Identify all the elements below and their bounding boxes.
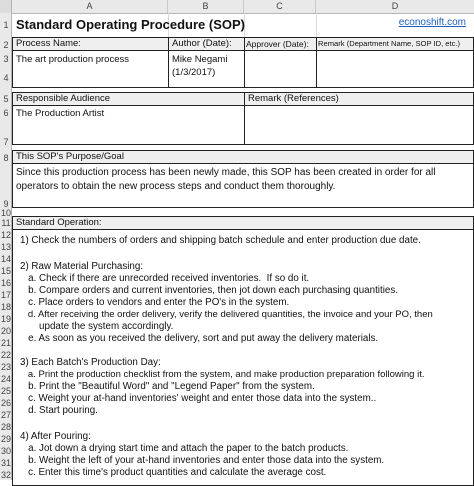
row-header-1[interactable]: 1 — [3, 20, 9, 30]
row-header-10[interactable]: 10 — [0, 208, 11, 218]
audience-label: Responsible Audience — [16, 93, 111, 104]
row-header-4[interactable]: 4 — [3, 73, 9, 83]
row-header-27[interactable]: 27 — [0, 410, 11, 420]
operation-step-3b: b. Print the "Beautiful Word" and "Legend Paper" from the system. — [20, 381, 315, 392]
operation-step-4a: a. Jot down a drying start time and attach the paper to the batch products. — [20, 443, 349, 454]
row-header-28[interactable]: 28 — [0, 422, 11, 432]
row-header-11[interactable]: 11 — [1, 218, 11, 228]
row-header-31[interactable]: 31 — [0, 458, 11, 468]
operation-step-2e: e. As soon as you received the delivery, sort and put away the delivery materials. — [20, 333, 379, 344]
row-header-14[interactable]: 14 — [0, 254, 11, 264]
gridline — [316, 13, 317, 37]
row-header-2[interactable]: 2 — [3, 40, 9, 50]
purpose-text-line-2: operators to obtain the new process steps and conduct them thoroughly. — [16, 181, 336, 192]
row-header-3[interactable]: 3 — [3, 54, 9, 64]
row-header-22[interactable]: 22 — [0, 350, 11, 360]
audience-remark-value-cell[interactable] — [244, 105, 474, 145]
row-header-20[interactable]: 20 — [0, 326, 11, 336]
row-header-29[interactable]: 29 — [0, 434, 11, 444]
row-header-26[interactable]: 26 — [0, 398, 11, 408]
row-header-24[interactable]: 24 — [0, 374, 11, 384]
row-header-17[interactable]: 17 — [0, 290, 11, 300]
select-all-corner[interactable] — [0, 0, 12, 13]
row-header-13[interactable]: 13 — [0, 242, 11, 252]
column-header-a[interactable]: A — [12, 0, 168, 13]
operation-step-2-heading: 2) Raw Material Purchasing: — [20, 261, 144, 272]
column-header-d[interactable]: D — [391, 1, 399, 11]
process-name-value: The art production process — [16, 54, 130, 65]
row-header-30[interactable]: 30 — [0, 446, 11, 456]
operation-step-3d: d. Start pouring. — [20, 405, 98, 416]
remark-value-cell[interactable] — [316, 50, 474, 88]
row-header-18[interactable]: 18 — [0, 302, 11, 312]
operation-step-3a: a. Print the production checklist from the system, and make production preparation following it. — [20, 369, 425, 380]
process-name-label: Process Name: — [16, 38, 81, 49]
row-header-23[interactable]: 23 — [0, 362, 11, 372]
operation-step-4b: b. Weight the left of your at-hand inventories and enter those data into the system. — [20, 455, 385, 466]
author-label: Author (Date): — [172, 38, 232, 49]
column-header-b[interactable]: B — [168, 0, 244, 13]
purpose-label: This SOP's Purpose/Goal — [16, 151, 124, 162]
row-header-9[interactable]: 9 — [3, 199, 9, 209]
audience-remark-label: Remark (References) — [248, 93, 339, 104]
approver-value-cell[interactable] — [244, 50, 317, 88]
row-header-8[interactable]: 8 — [3, 153, 9, 163]
row-header-19[interactable]: 19 — [0, 314, 11, 324]
author-name-value: Mike Negami — [172, 54, 228, 65]
row-header-32[interactable]: 32 — [0, 470, 11, 480]
operation-step-4-heading: 4) After Pouring: — [20, 431, 91, 442]
brand-link[interactable]: econoshift.com — [398, 17, 466, 28]
operation-step-2a: a. Check if there are unrecorded received inventories. If so do it. — [20, 273, 310, 284]
purpose-text-line-1: Since this production process has been newly made, this SOP has been created in order for all — [16, 167, 436, 178]
operation-step-4c: c. Enter this time's product quantities and calculate the average cost. — [20, 467, 327, 478]
row-header-5[interactable]: 5 — [3, 94, 9, 104]
approver-label: Approver (Date): — [246, 39, 309, 49]
operation-step-2d: d. After receiving the order delivery, verify the delivered quantities, the invoice and your PO, then — [20, 309, 433, 320]
operation-step-2c: c. Place orders to vendors and enter the PO's in the system. — [20, 297, 290, 308]
operation-label: Standard Operation: — [16, 217, 102, 228]
row-header-16[interactable]: 16 — [0, 278, 11, 288]
column-header-c[interactable]: C — [244, 0, 316, 13]
row-header-25[interactable]: 25 — [0, 386, 11, 396]
remark-label: Remark (Department Name, SOP ID, etc.) — [318, 39, 461, 48]
page-title: Standard Operating Procedure (SOP) — [16, 17, 245, 32]
operation-step-2d-cont: update the system accordingly. — [20, 321, 174, 332]
row-header-7[interactable]: 7 — [3, 137, 9, 147]
row-header-15[interactable]: 15 — [0, 266, 11, 276]
row-header-6[interactable]: 6 — [3, 108, 9, 118]
author-date-value: (1/3/2017) — [172, 67, 216, 78]
audience-value: The Production Artist — [16, 108, 105, 119]
operation-step-1: 1) Check the numbers of orders and shipping batch schedule and enter production due date. — [20, 235, 421, 246]
operation-step-3-heading: 3) Each Batch's Production Day: — [20, 357, 161, 368]
operation-step-2b: b. Compare orders and current inventories, then jot down each purchasing quantities. — [20, 285, 398, 296]
row-header-12[interactable]: 12 — [0, 230, 11, 240]
row-header-21[interactable]: 21 — [0, 338, 11, 348]
operation-step-3c: c. Weight your at-hand inventories' weight and enter those data into the system.. — [20, 393, 377, 404]
